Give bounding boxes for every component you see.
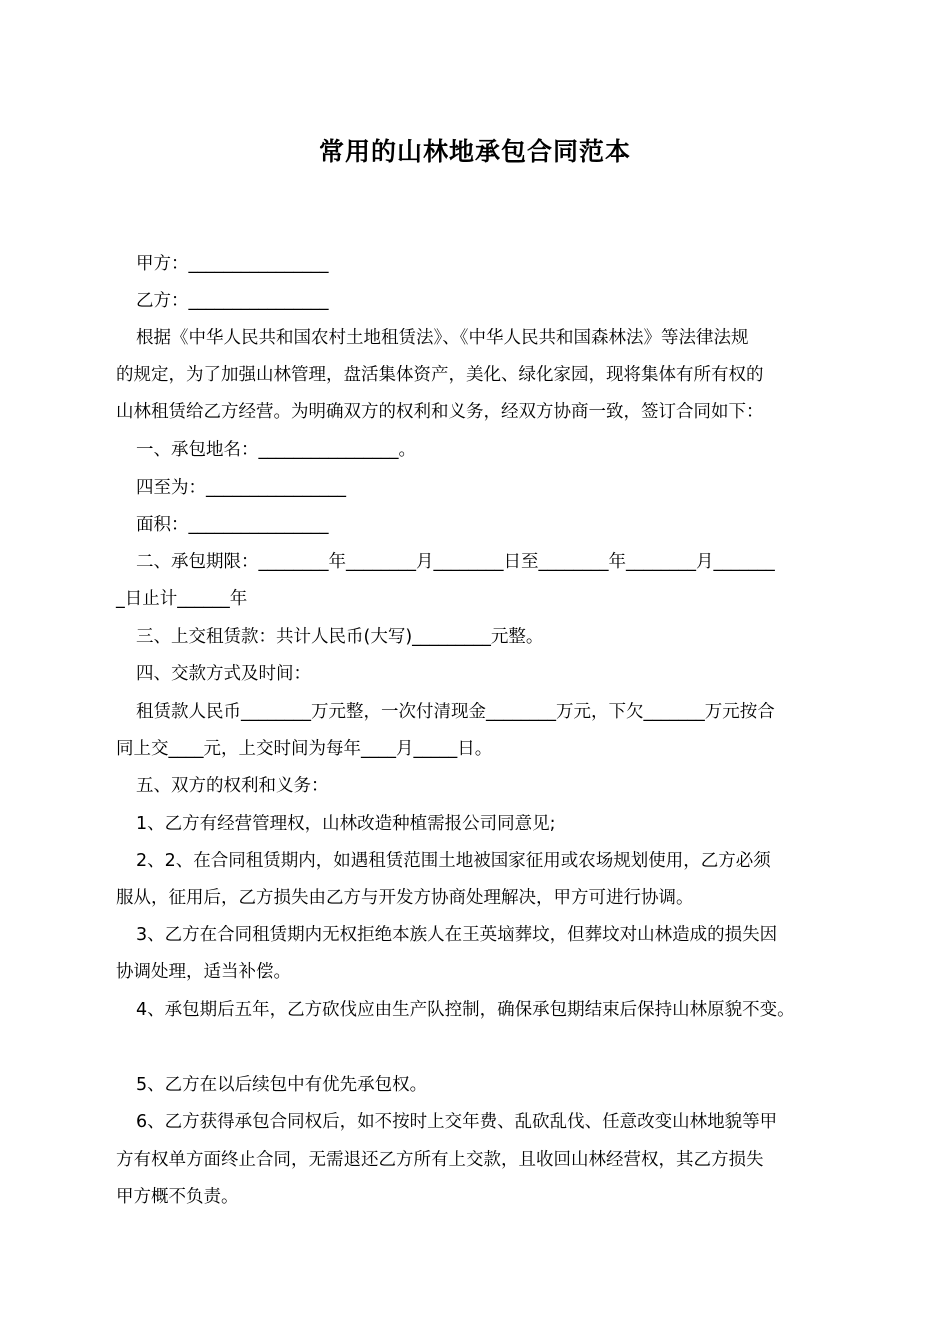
rights-heading: 五、双方的权利和义务： <box>136 776 329 796</box>
clause-5: 5、乙方在以后续包中有优先承包权。 <box>136 1075 428 1095</box>
clause-6-line-1: 6、乙方获得承包合同权后，如不按时上交年费、乱砍乱伐、任意改变山林地貌等甲 <box>136 1112 778 1132</box>
clause-2-line-1: 2、2、在合同租赁期内，如遇租赁范围土地被国家征用或农场规划使用，乙方必须 <box>136 851 771 871</box>
clause-6-line-2: 方有权单方面终止合同，无需退还乙方所有上交款，且收回山林经营权，其乙方损失 <box>116 1150 764 1170</box>
boundaries-field: 四至为：________________ <box>136 478 346 498</box>
area-field: 面积：________________ <box>136 515 329 535</box>
party-b-field: 乙方：________________ <box>136 291 329 311</box>
preamble-line-2: 的规定，为了加强山林管理，盘活集体资产，美化、绿化家园，现将集体有所有权的 <box>116 365 764 385</box>
preamble-line-3: 山林租赁给乙方经营。为明确双方的权利和义务，经双方协商一致，签订合同如下： <box>116 402 764 422</box>
location-field: 一、承包地名：________________。 <box>136 440 416 460</box>
clause-3-line-1: 3、乙方在合同租赁期内无权拒绝本族人在王英垴葬坟，但葬坟对山林造成的损失因 <box>136 925 778 945</box>
rent-field: 三、上交租赁款：共计人民币(大写)_________元整。 <box>136 627 544 647</box>
clause-4: 4、承包期后五年，乙方砍伐应由生产队控制，确保承包期结束后保持山林原貌不变。 <box>136 1000 795 1020</box>
document-title: 常用的山林地承包合同范本 <box>318 137 631 166</box>
term-line-1: 二、承包期限：________年________月________日至________年________月_______ <box>136 552 775 572</box>
clause-6-line-3: 甲方概不负责。 <box>116 1187 239 1207</box>
payment-line-1: 租赁款人民币________万元整，一次付清现金________万元，下欠_______万元按合 <box>136 702 775 722</box>
party-a-field: 甲方：________________ <box>136 254 329 274</box>
clause-3-line-2: 协调处理，适当补偿。 <box>116 962 291 982</box>
preamble-line-1: 根据《中华人民共和国农村土地租赁法》、《中华人民共和国森林法》等法律法规 <box>136 328 749 348</box>
payment-heading: 四、交款方式及时间： <box>136 664 311 684</box>
payment-line-2: 同上交____元，上交时间为每年____月_____日。 <box>116 739 493 759</box>
term-line-2: _日止计______年 <box>116 589 248 609</box>
clause-2-line-2: 服从，征用后，乙方损失由乙方与开发方协商处理解决，甲方可进行协调。 <box>116 888 694 908</box>
clause-1: 1、乙方有经营管理权，山林改造种植需报公司同意见; <box>136 814 556 834</box>
